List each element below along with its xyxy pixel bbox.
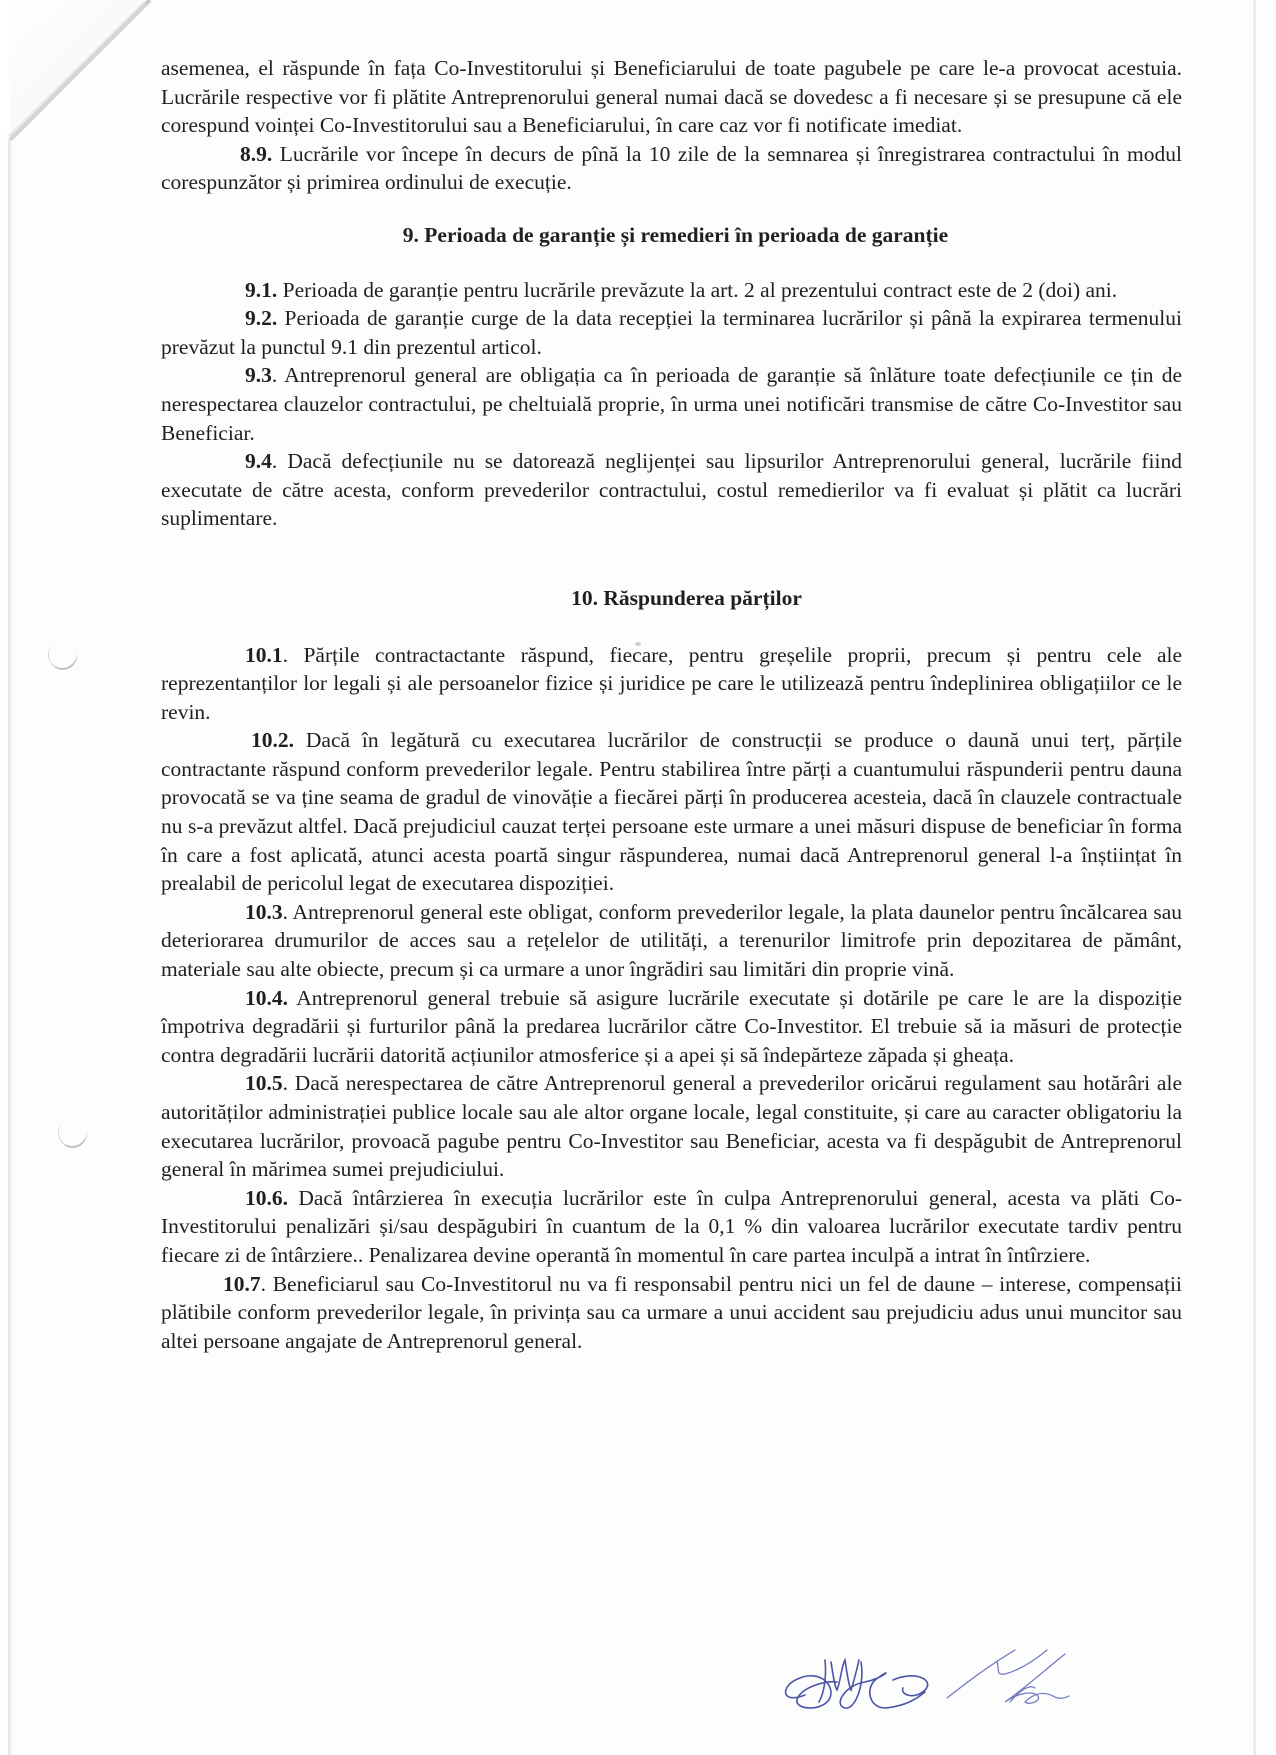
clause-number: 10.5 — [245, 1071, 283, 1096]
clause-10-5 — [161, 1069, 1182, 1183]
page-right-edge — [1253, 0, 1256, 1755]
clause-text: Perioada de garanție curge de la data recepției la terminarea lucrărilor și până la expirarea termenului prevăzut la punctul 9.1 din prezentul articol. — [161, 306, 1182, 359]
section-10-heading: 10. Răspunderea părților — [571, 585, 802, 610]
clause-text: Antreprenorul general trebuie să asigure lucrările executate și dotările pe care le are la dispoziție împotriva degradării și furturilor până la predarea lucrărilor către Co-Investitor. El trebuie să ia măsuri de protecție contra degradării lucrării datorită acțiunilor atmosferice și a apei și să îndepărteze zăpada și gheața. — [161, 985, 1182, 1067]
clause-number: 9.1. — [245, 277, 278, 302]
clause-number: 9.2. — [245, 306, 278, 331]
clause-number: 10.2. — [251, 728, 294, 753]
clause-9-3 — [161, 361, 1182, 447]
clause-text: Lucrările vor începe în decurs de pînă la 10 zile de la semnarea și înregistrarea contractului în modul corespunzător și primirea ordinului de execuție. — [161, 141, 1182, 195]
clause-10-6 — [161, 1184, 1182, 1270]
punch-hole-bottom — [54, 1114, 92, 1152]
clause-text: Dacă în legătură cu executarea lucrărilor de construcții se produce o daună unui terț, părțile contractante răspund conform prevederilor legale. Pentru stabilirea între părți a cuantumului răspunderii pentru dauna provocată se va ține seama de gradul de vinovăție a fiecărei părți în producerea acesteia, dacă în clauzele contractuale nu s-a prevăzut altfel. Dacă prejudiciul cauzat terței persoane este urmare a unei măsuri dispuse de beneficiar în forma în care a fost aplicată, atunci acesta poartă singur răspunderea, numai dacă Antreprenorul general l-a înștiințat în prealabil de pericolul legat de executarea dispoziției. — [161, 728, 1182, 896]
clause-text: . Antreprenorul general este obligat, conform prevederilor legale, la plata daunelor pentru încălcarea sau deteriorarea drumurilor de acces sau a rețelelor de utilități, a terenurilor limitrofe prin depozitarea de pământ, materiale sau alte obiecte, precum și ca urmare a unor îngrădiri sau limitări din proprie vină. — [161, 899, 1182, 982]
punch-hole-top — [44, 636, 82, 674]
continuation-paragraph: asemenea, el răspunde în fața Co-Investitorului și Beneficiarului de toate pagubele pe care le-a provocat acestuia. Lucrările respective vor fi plătite Antreprenorului general numai dacă se dovedesc a fi necesare și se presupune că ele corespund voinței Co-Investitorului sau a Beneficiarului, în care caz vor fi notificate imediat. — [161, 56, 1182, 138]
signature-1-icon — [786, 1660, 928, 1708]
clause-text: . Antreprenorul general are obligația ca în perioada de garanție să înlăture toate defecțiunile ce țin de nerespectarea clauzelor contractului, pe cheltuială proprie, în urma unei notificări transmise de către Co-Investitor sau Beneficiar. — [161, 363, 1182, 445]
clause-10-1 — [161, 641, 1182, 727]
clause-10-7 — [161, 1270, 1182, 1356]
signatures — [775, 1640, 1095, 1720]
clause-text: Dacă întârzierea în execuția lucrărilor este în culpa Antreprenorului general, acesta va plăti Co-Investitorului penalizări și/sau despăgubiri în cuantum de la 0,1 % din valoarea lucrărilor executate tardiv pentru fiecare zi de întârziere.. Penalizarea devine operantă în momentul în care partea inculpă a intrat în întîrziere. — [161, 1185, 1182, 1267]
clause-9-4 — [161, 447, 1182, 533]
signature-2-icon — [947, 1650, 1069, 1703]
clause-text: . Beneficiarul sau Co-Investitorul nu va fi responsabil pentru nici un fel de daune – interese, compensații plătibile conform prevederilor legale, în privința sau ca urmare a unui accident sau prejudiciu adus unui muncitor sau altei persoane angajate de Antreprenorul general. — [161, 1271, 1182, 1353]
clause-number: 8.9. — [240, 141, 273, 166]
clause-number: 10.6. — [245, 1185, 288, 1210]
clause-9-2 — [161, 304, 1182, 361]
clause-number: 9.3 — [245, 363, 272, 388]
clause-10-2 — [161, 726, 1182, 898]
section-9-heading: 9. Perioada de garanție și remedieri în perioada de garanție — [402, 222, 949, 247]
clause-text: . Părțile contractactante răspund, fiecare, pentru greșelile proprii, precum și pentru cele ale reprezentanților lor legali și ale persoanelor fizice și juridice pe care le utilizează pentru îndeplinirea obligațiilor ce le revin. — [161, 642, 1182, 724]
clause-number: 10.4. — [245, 985, 288, 1010]
clause-9-1 — [161, 276, 1182, 305]
contract-page — [161, 54, 1182, 1355]
page-left-edge — [8, 140, 12, 1755]
clause-number: 9.4 — [245, 449, 272, 474]
clause-8-9 — [161, 140, 1182, 197]
clause-number: 10.1 — [245, 642, 283, 667]
clause-text: . Dacă nerespectarea de către Antreprenorul general a prevederilor oricărui regulament sau hotărâri ale autorităților administrației publice locale sau ale altor organe locale, legal constituite, și care au caracter obligatoriu la executarea lucrărilor, provoacă pagube pentru Co-Investitor sau Beneficiar, acesta va fi despăgubit de Antreprenorul general în mărimea sumei prejudiciului. — [161, 1071, 1182, 1182]
clause-text: . Dacă defecțiunile nu se datorează neglijenței sau lipsurilor Antreprenorului general, lucrările fiind executate de către acesta, conform prevederilor contractului, costul remedierilor va fi evaluat și plătit ca lucrări suplimentare. — [161, 449, 1182, 531]
clause-10-3 — [161, 898, 1182, 984]
clause-text: Perioada de garanție pentru lucrările prevăzute la art. 2 al prezentului contract este de 2 (doi) ani. — [277, 277, 1118, 302]
clause-number: 10.7 — [223, 1271, 261, 1296]
clause-10-4 — [161, 984, 1182, 1070]
clause-number: 10.3 — [245, 899, 283, 924]
